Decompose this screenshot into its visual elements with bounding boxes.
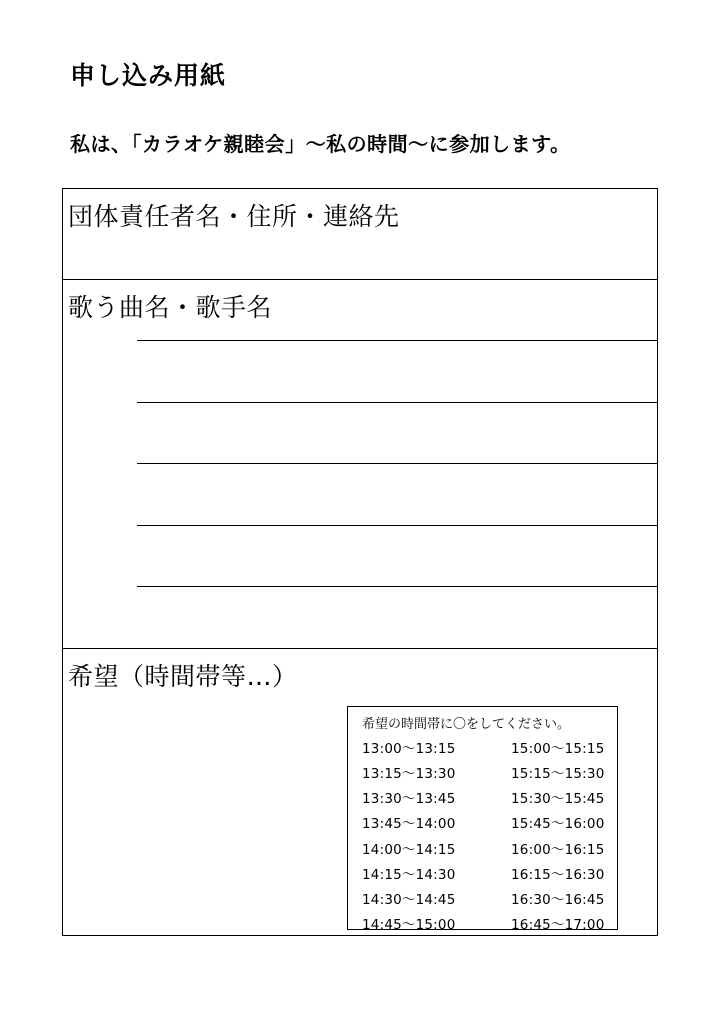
time-slot[interactable]: 15:00～15:15: [511, 741, 605, 757]
time-slot[interactable]: 16:45～17:00: [511, 917, 605, 930]
time-slot[interactable]: 13:45～14:00: [362, 816, 456, 832]
time-slot-caption: 希望の時間帯に〇をしてください。: [362, 717, 571, 732]
page-title: 申し込み用紙: [70, 61, 227, 90]
song-entry-line[interactable]: [137, 402, 657, 403]
time-slot[interactable]: 14:15～14:30: [362, 867, 456, 883]
songs-section: [63, 280, 657, 649]
time-slot[interactable]: 13:15～13:30: [362, 766, 456, 782]
wish-label: 希望（時間帯等…）: [68, 662, 298, 691]
time-slot[interactable]: 15:15～15:30: [511, 766, 605, 782]
application-form: [62, 188, 658, 936]
time-slot[interactable]: 14:30～14:45: [362, 892, 456, 908]
time-slot[interactable]: 13:00～13:15: [362, 741, 456, 757]
wish-section[interactable]: [63, 649, 657, 935]
time-slot[interactable]: 13:30～13:45: [362, 791, 456, 807]
time-slot[interactable]: 14:45～15:00: [362, 917, 456, 930]
time-slot-box: [347, 706, 618, 930]
song-entry-line[interactable]: [137, 463, 657, 464]
song-entry-line[interactable]: [137, 586, 657, 587]
contact-section[interactable]: [63, 189, 657, 280]
time-slot[interactable]: 15:30～15:45: [511, 791, 605, 807]
time-slot[interactable]: 14:00～14:15: [362, 842, 456, 858]
song-entry-line[interactable]: [137, 525, 657, 526]
time-slot[interactable]: 16:30～16:45: [511, 892, 605, 908]
participation-statement: 私は、「カラオケ親睦会」～私の時間～に参加します。: [70, 132, 571, 156]
time-slot[interactable]: 16:15～16:30: [511, 867, 605, 883]
contact-label: 団体責任者名・住所・連絡先: [68, 202, 400, 231]
time-slot[interactable]: 16:00～16:15: [511, 842, 605, 858]
songs-label: 歌う曲名・歌手名: [68, 293, 273, 322]
time-slot[interactable]: 15:45～16:00: [511, 816, 605, 832]
song-entry-line[interactable]: [137, 340, 657, 341]
